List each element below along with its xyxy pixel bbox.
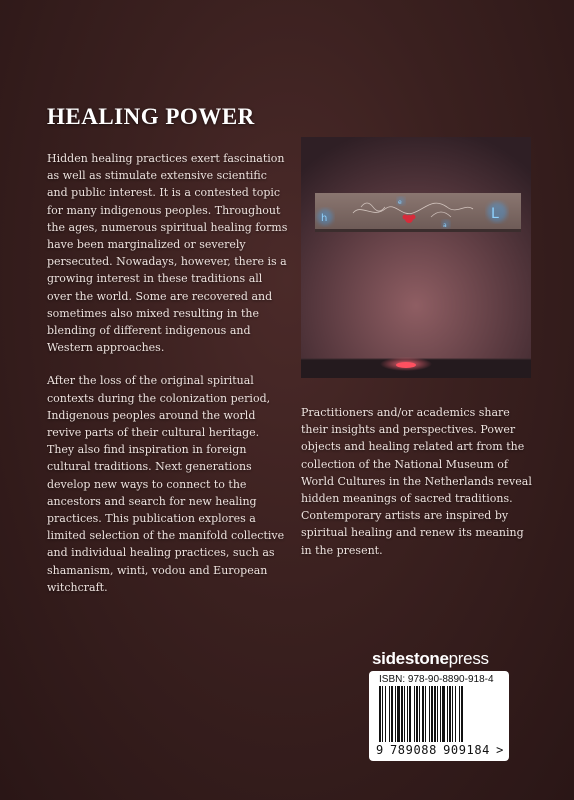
neon-letter-e: e (398, 199, 402, 206)
barcode-bar (382, 686, 383, 742)
neon-floor-heart-icon (396, 362, 416, 368)
barcode-bar (416, 686, 418, 742)
barcode-bars (377, 686, 501, 746)
barcode-bar (447, 686, 448, 742)
paragraph-2: After the loss of the original spiritual contexts during the colonization period, Indigenous peoples around the world revive parts of their cultural heritage. They also find inspiration in foreign cultural traditions. Next generations develop new ways to connect to the ancestors and search for new healing practices. This publication explores a limited selection of the manifold collective and individual healing practices, such as shamanism, winti, vodou and European witchcraft. (47, 374, 285, 594)
barcode-bar (401, 686, 403, 742)
barcode-bar (385, 686, 386, 742)
barcode-bar (449, 686, 451, 742)
ean-group-2: 909184 (443, 743, 491, 757)
ean-arrow: > (496, 743, 504, 757)
barcode-bar (391, 686, 393, 742)
publisher-name-bold: sidestone (372, 649, 449, 668)
barcode-bar (452, 686, 453, 742)
barcode-bar (440, 686, 441, 742)
artwork-photo (301, 137, 531, 378)
barcode-bar (437, 686, 438, 742)
isbn-label: ISBN: 978-90-8890-918-4 (379, 674, 494, 685)
publisher-logo (372, 649, 507, 669)
barcode-bar (389, 686, 390, 742)
barcode-bar (419, 686, 420, 742)
barcode-bar (442, 686, 445, 742)
barcode-bar (379, 686, 381, 742)
barcode-bar (431, 686, 433, 742)
barcode-bar (404, 686, 405, 742)
barcode-bar (409, 686, 411, 742)
ean-first-digit: 9 (376, 743, 384, 757)
neon-letter-L: L (491, 206, 499, 222)
barcode-bar (461, 686, 463, 742)
paragraph-1: Hidden healing practices exert fascination as well as stimulate extensive scientific and public interest. It is a contested topic for many indigenous peoples. Throughout the ages, numerous spiritual healing forms have been marginalized or severely persecuted. Nowadays, however, there is a growing interest in these traditions all over the world. Some are recovered and sometimes also mixed resulting in the blending of different indigenous and Western approaches. (47, 152, 288, 355)
ean-group-1: 789088 (389, 743, 437, 757)
barcode-bar (397, 686, 400, 742)
neon-letter-h: h (321, 213, 328, 224)
barcode-bar (429, 686, 430, 742)
left-column (47, 150, 289, 612)
barcode-bar (422, 686, 424, 742)
publisher-name-light: press (448, 649, 489, 668)
barcode-bar (425, 686, 426, 742)
barcode-bar (455, 686, 456, 742)
neon-letter-a: a (443, 222, 447, 229)
barcode-box (369, 671, 509, 761)
barcode-bar (407, 686, 408, 742)
barcode-bar (459, 686, 460, 742)
barcode-bar (395, 686, 396, 742)
ean-digits (376, 743, 504, 757)
paragraph-3: Practitioners and/or academics share their insights and perspectives. Power objects and healing related art from the collection of the National Museum of World Cultures in the Netherlands reveal hidden meanings of sacred traditions. Contemporary artists are inspired by spiritual healing and renew its meaning in the present. (301, 406, 532, 557)
barcode-bar (414, 686, 415, 742)
book-title: HEALING POWER (47, 104, 255, 129)
right-column (301, 404, 533, 559)
barcode-bar (434, 686, 436, 742)
